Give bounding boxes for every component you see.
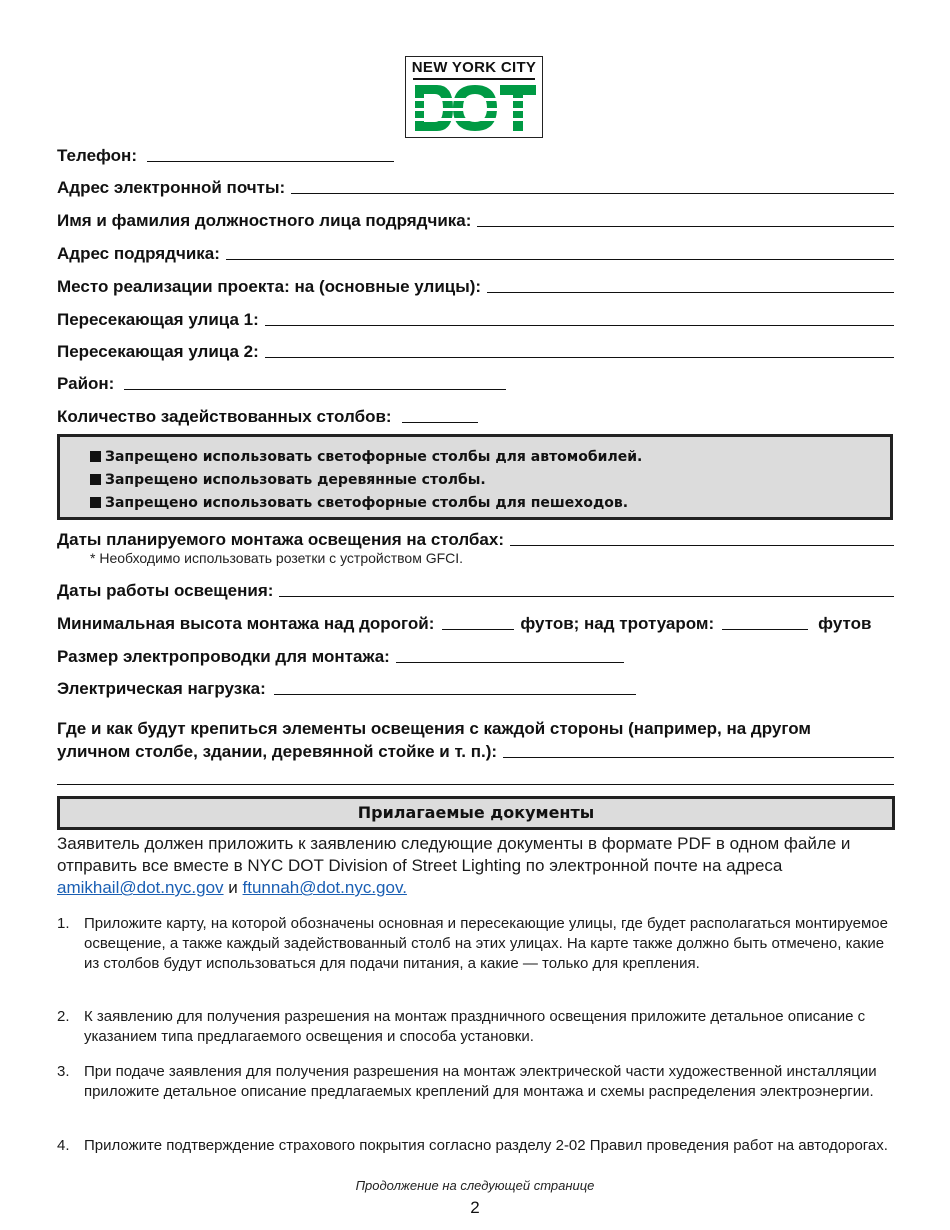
phone-label: Телефон: bbox=[57, 146, 137, 165]
list-item-number: 3. bbox=[57, 1063, 70, 1080]
poles-count-field[interactable] bbox=[402, 418, 478, 423]
operation-dates-field[interactable] bbox=[279, 592, 894, 597]
operation-dates-label: Даты работы освещения: bbox=[57, 581, 274, 600]
feet-unit-label: футов bbox=[818, 614, 872, 633]
attachment-field-extra-line[interactable] bbox=[57, 784, 894, 785]
logo-rule bbox=[413, 78, 535, 80]
min-height-mid-label: футов; над тротуаром: bbox=[520, 614, 715, 633]
list-item-number: 2. bbox=[57, 1008, 70, 1025]
attached-documents-header: Прилагаемые документы bbox=[57, 796, 895, 830]
install-dates-row bbox=[57, 528, 894, 550]
cross-street-1-field[interactable] bbox=[265, 321, 894, 326]
nyc-dot-logo bbox=[405, 56, 543, 138]
notice-item: Запрещено использовать деревянные столбы. bbox=[90, 472, 486, 488]
sidewalk-height-field[interactable] bbox=[722, 625, 808, 630]
list-item bbox=[57, 1136, 897, 1156]
operation-dates-row bbox=[57, 579, 894, 601]
electrical-load-row bbox=[57, 677, 894, 699]
square-bullet-icon bbox=[90, 474, 101, 485]
attachment-label-line1: Где и как будут крепиться элементы освещения с каждой стороны (например, на другом bbox=[57, 719, 811, 738]
cross-street-2-field[interactable] bbox=[265, 353, 894, 358]
email-link-ftunnah[interactable]: ftunnah@dot.nyc.gov. bbox=[242, 878, 407, 897]
install-dates-label: Даты планируемого монтажа освещения на столбах: bbox=[57, 530, 504, 549]
road-height-field[interactable] bbox=[442, 625, 514, 630]
email-field[interactable] bbox=[291, 189, 894, 194]
prohibition-notice bbox=[57, 434, 893, 520]
notice-item: Запрещено использовать светофорные столбы для автомобилей. bbox=[90, 449, 642, 465]
project-location-label: Место реализации проекта: на (основные улицы): bbox=[57, 277, 482, 296]
attachment-row bbox=[57, 740, 894, 762]
list-item-text: При подаче заявления для получения разрешения на монтаж электрической части художественной инсталляции приложите детальное описание предлагаемых креплений для монтажа и схемы распределения электроэнергии. bbox=[84, 1063, 877, 1100]
continued-note: Продолжение на следующей странице bbox=[355, 1178, 595, 1193]
poles-count-label: Количество задействованных столбов: bbox=[57, 407, 392, 426]
contractor-name-field[interactable] bbox=[477, 222, 894, 227]
wiring-size-field[interactable] bbox=[396, 658, 624, 663]
list-item-number: 1. bbox=[57, 915, 70, 932]
project-location-row bbox=[57, 275, 894, 297]
cross-street-2-row bbox=[57, 340, 894, 362]
list-item bbox=[57, 1007, 897, 1047]
dot-wordmark-logo bbox=[413, 83, 537, 133]
square-bullet-icon bbox=[90, 497, 101, 508]
logo-text: NEW YORK CITY bbox=[411, 59, 537, 76]
contractor-name-label: Имя и фамилия должностного лица подрядчика: bbox=[57, 211, 472, 230]
contractor-address-row bbox=[57, 242, 894, 264]
min-height-label: Минимальная высота монтажа над дорогой: bbox=[57, 614, 435, 633]
poles-count-row bbox=[57, 405, 894, 427]
cross-street-2-label: Пересекающая улица 2: bbox=[57, 342, 259, 361]
attachment-field[interactable] bbox=[503, 753, 894, 758]
cross-street-1-label: Пересекающая улица 1: bbox=[57, 310, 259, 329]
square-bullet-icon bbox=[90, 451, 101, 462]
list-item-number: 4. bbox=[57, 1137, 70, 1154]
email-link-amikhail[interactable]: amikhail@dot.nyc.gov bbox=[57, 878, 224, 897]
wiring-size-row bbox=[57, 645, 894, 667]
email-row bbox=[57, 176, 894, 198]
notice-item: Запрещено использовать светофорные столбы для пешеходов. bbox=[90, 495, 628, 511]
documents-intro: Заявитель должен приложить к заявлению следующие документы в формате PDF в одном файле и отправить все вместе в NYC DOT Division of Street Lighting по электронной почте на адреса amikhail@dot.nyc.gov и ftunnah@dot.nyc.gov. bbox=[57, 834, 851, 897]
list-item-text: Приложите карту, на которой обозначены основная и пересекающие улицы, где будет располагаться монтируемое освещение, а также каждый задействованный столб на этих улицах. На карте также должно быть отмечено, какие из столбов будут использоваться для подачи питания, а какие — только для крепления. bbox=[84, 915, 888, 972]
phone-field[interactable] bbox=[147, 157, 394, 162]
district-field[interactable] bbox=[124, 385, 506, 390]
min-height-row bbox=[57, 612, 894, 634]
list-item-text: К заявлению для получения разрешения на монтаж праздничного освещения приложите детальное описание с указанием типа предлагаемого освещения и способа установки. bbox=[84, 1008, 866, 1045]
electrical-load-field[interactable] bbox=[274, 690, 636, 695]
page-number: 2 bbox=[470, 1198, 480, 1217]
phone-row bbox=[57, 144, 894, 166]
list-item bbox=[57, 1062, 897, 1102]
attachment-label-line2: уличном столбе, здании, деревянной стойке и т. п.): bbox=[57, 742, 498, 761]
list-item-text: Приложите подтверждение страхового покрытия согласно разделу 2-02 Правил проведения работ на автодорогах. bbox=[84, 1137, 888, 1154]
cross-street-1-row bbox=[57, 308, 894, 330]
electrical-load-label: Электрическая нагрузка: bbox=[57, 679, 266, 698]
list-item bbox=[57, 914, 897, 974]
district-label: Район: bbox=[57, 374, 115, 393]
district-row bbox=[57, 372, 894, 394]
gfci-note: * Необходимо использовать розетки с устройством GFCI. bbox=[90, 550, 464, 566]
install-dates-field[interactable] bbox=[510, 541, 894, 546]
email-label: Адрес электронной почты: bbox=[57, 178, 286, 197]
contractor-name-row bbox=[57, 209, 894, 231]
contractor-address-field[interactable] bbox=[226, 255, 894, 260]
contractor-address-label: Адрес подрядчика: bbox=[57, 244, 220, 263]
project-location-field[interactable] bbox=[487, 288, 894, 293]
wiring-size-label: Размер электропроводки для монтажа: bbox=[57, 647, 390, 666]
